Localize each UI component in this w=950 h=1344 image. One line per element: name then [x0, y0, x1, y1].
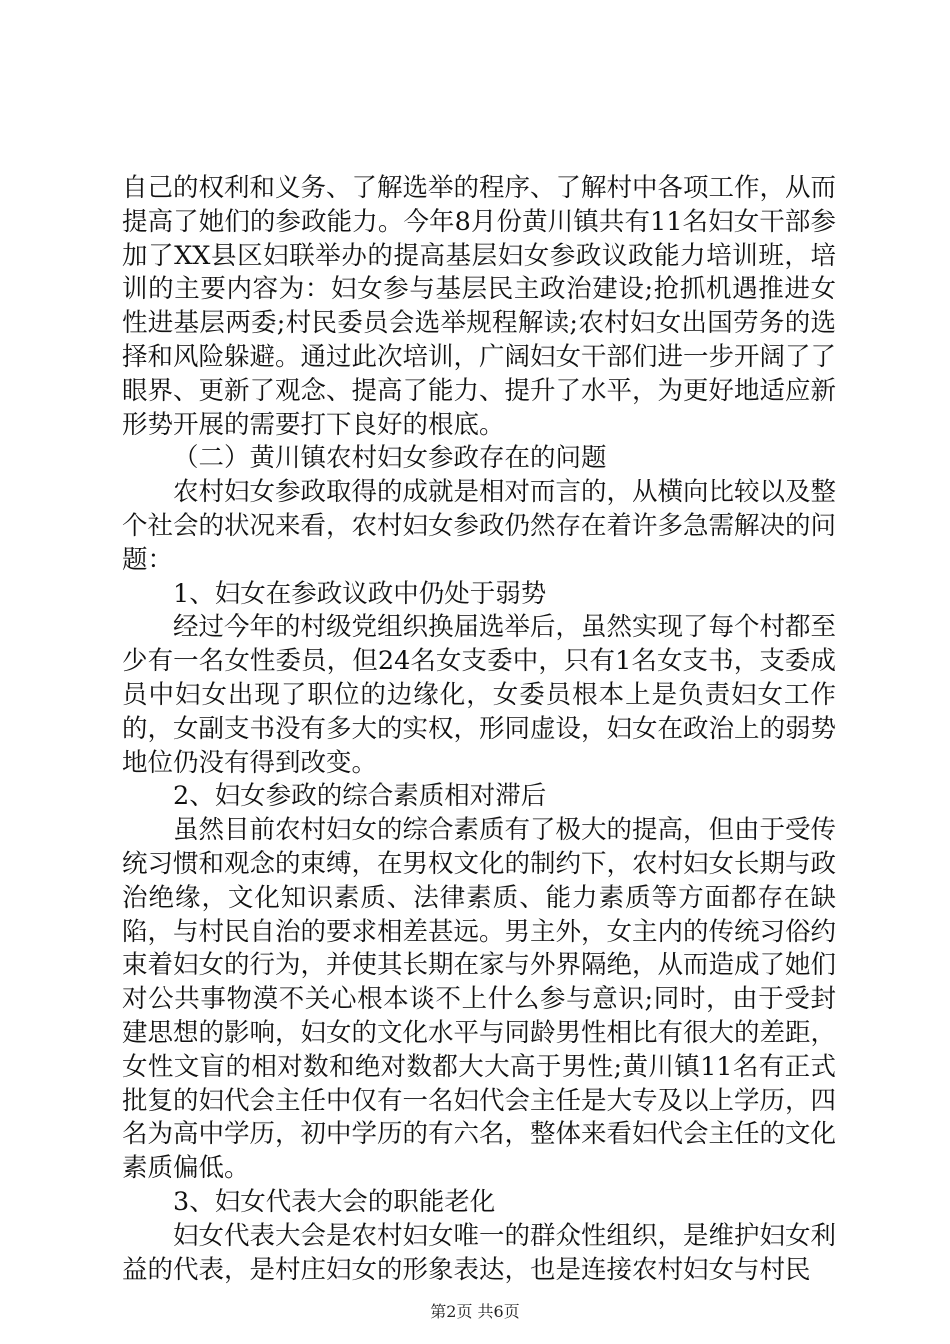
document-body — [122, 172, 836, 1287]
paragraph: 虽然目前农村妇女的综合素质有了极大的提高，但由于受传统习惯和观念的束缚，在男权文化的制约下，农村妇女长期与政治绝缘，文化知识素质、法律素质、能力素质等方面都存在缺陷，与村民自治的要求相差甚远。男主外，女主内的传统习俗约束着妇女的行为，并使其长期在家与外界隔绝，从而造成了她们对公共事物漠不关心根本谈不上什么参与意识;同时，由于受封建思想的影响，妇女的文化水平与同龄男性相比有很大的差距，女性文盲的相对数和绝对数都大大高于男性;黄川镇11名有正式批复的妇代会主任中仅有一名妇代会主任是大专及以上学历，四名为高中学历，初中学历的有六名，整体来看妇代会主任的文化素质偏低。 — [122, 815, 837, 1184]
subheading: 1、妇女在参政议政中仍处于弱势 — [173, 578, 547, 609]
subheading: 3、妇女代表大会的职能老化 — [173, 1186, 496, 1217]
paragraph-continuation: 自己的权利和义务、了解选举的程序、了解村中各项工作，从而提高了她们的参政能力。今年8月份黄川镇共有11名妇女干部参加了XX县区妇联举办的提高基层妇女参政议政能力培训班，培训的主要内容为：妇女参与基层民主政治建设;抢抓机遇推进女性进基层两委;村民委员会选举规程解读;农村妇女出国劳务的选择和风险躲避。通过此次培训，广阔妇女干部们进一步开阔了了眼界、更新了观念、提高了能力、提升了水平，为更好地适应新形势开展的需要打下良好的根底。 — [122, 173, 837, 440]
paragraph: 妇女代表大会是农村妇女唯一的群众性组织，是维护妇女利益的代表，是村庄妇女的形象表达，也是连接农村妇女与村民 — [122, 1220, 837, 1285]
paragraph: 经过今年的村级党组织换届选举后，虽然实现了每个村都至少有一名女性委员，但24名女支委中，只有1名女支书，支委成员中妇女出现了职位的边缘化，女委员根本上是负责妇女工作的，女副支书没有多大的实权，形同虚设，妇女在政治上的弱势地位仍没有得到改变。 — [122, 612, 837, 778]
subheading: 2、妇女参政的综合素质相对滞后 — [173, 781, 547, 812]
page-footer: 第2页 共6页 — [430, 1302, 520, 1321]
paragraph: 农村妇女参政取得的成就是相对而言的，从横向比较以及整个社会的状况来看，农村妇女参政仍然存在着许多急需解决的问题： — [122, 477, 837, 575]
section-heading: （二）黄川镇农村妇女参政存在的问题 — [173, 443, 607, 474]
